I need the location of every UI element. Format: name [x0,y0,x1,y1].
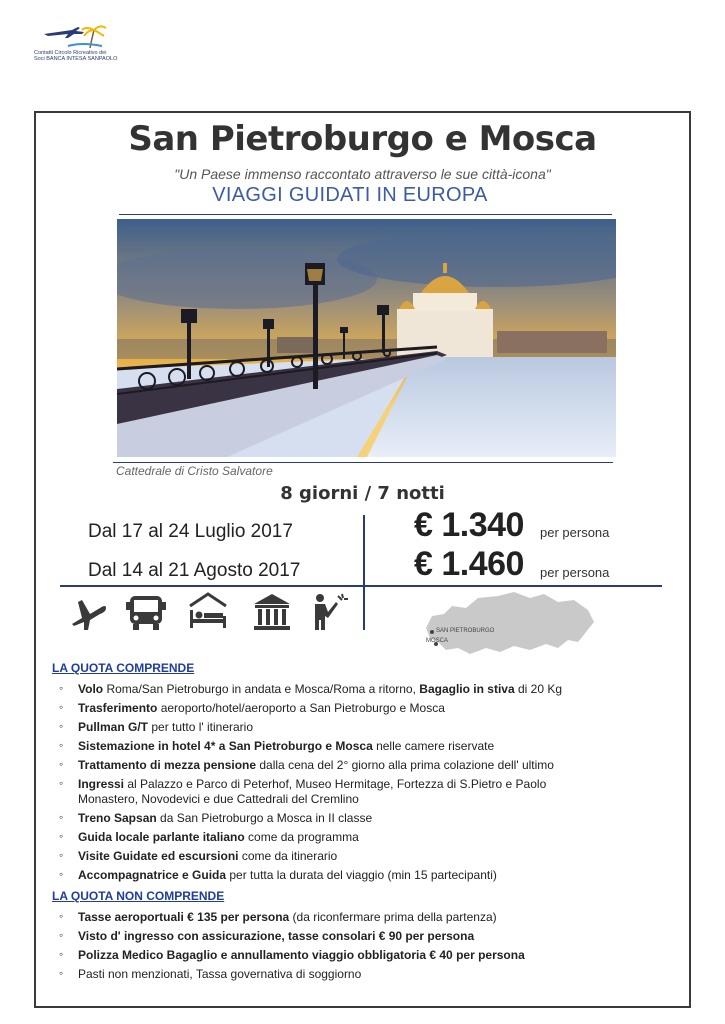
trip-duration: 8 giorni / 7 notti [280,483,445,504]
departure-price-2: € 1.460 [414,545,524,583]
list-item: ◦ Accompagnatrice e Guida per tutta la durata del viaggio (min 15 partecipanti) [58,868,658,883]
caption-divider [113,462,613,463]
list-item: ◦ Visto d' ingresso con assicurazione, tasse consolari € 90 per persona [58,929,658,944]
logo-line-2: Soci BANCA INTESA SANPAOLO [34,56,118,62]
title-divider [119,214,612,215]
departure-dates-2: Dal 14 al 21 Agosto 2017 [88,560,301,581]
russia-map [418,588,598,668]
list-item: ◦ Trasferimento aeroporto/hotel/aeroporto a San Pietroburgo e Mosca [58,701,658,716]
trip-category: VIAGGI GUIDATI IN EUROPA [212,184,488,206]
excludes-list [58,910,658,982]
museum-icon [250,590,294,634]
list-item: ◦ Volo Roma/San Pietroburgo in andata e Mosca/Roma a ritorno, Bagaglio in stiva di 20 Kg [58,682,658,697]
departure-dates-1: Dal 17 al 24 Luglio 2017 [88,521,293,542]
guide-icon [306,590,350,634]
list-item: ◦ Ingressi al Palazzo e Parco di Peterhof, Museo Hermitage, Fortezza di S.Pietro e Paolo Monastero, Novodevici e due Cattedrali del Cremlino [58,777,578,807]
price-unit-1: per persona [540,525,610,540]
list-item: ◦ Tasse aeroportuali € 135 per persona (da riconfermare prima della partenza) [58,910,658,925]
airplane-icon [66,590,110,634]
map-label-san-pietroburgo: SAN PIETROBURGO [436,628,495,634]
price-unit-2: per persona [540,565,610,580]
list-item: ◦ Pullman G/T per tutto l' itinerario [58,720,658,735]
plane-palm-logo-icon [38,24,108,50]
price-column-divider [363,515,365,630]
list-item: ◦ Guida locale parlante italiano come da programma [58,830,658,845]
list-item: ◦ Visite Guidate ed escursioni come da itinerario [58,849,658,864]
page-title: San Pietroburgo e Mosca [128,119,597,159]
list-item: ◦ Sistemazione in hotel 4* a San Pietroburgo e Mosca nelle camere riservate [58,739,658,754]
excludes-heading: LA QUOTA NON COMPRENDE [52,889,225,903]
list-item: ◦ Trattamento di mezza pensione dalla cena del 2° giorno alla prima colazione dell' ultimo [58,758,658,773]
includes-list [58,682,658,883]
photo-caption: Cattedrale di Cristo Salvatore [116,464,273,478]
bus-icon [124,590,168,634]
price-row-divider [60,585,662,587]
list-item: ◦ Polizza Medico Bagaglio e annullamento viaggio obbligatoria € 40 per persona [58,948,658,963]
includes-heading: LA QUOTA COMPRENDE [52,661,195,675]
cathedral-photo [117,219,616,457]
page-subtitle: "Un Paese immenso raccontato attraverso le sue città-icona" [174,166,551,182]
departure-price-1: € 1.340 [414,506,524,544]
list-item: ◦ Pasti non menzionati, Tassa governativa di soggiorno [58,967,658,982]
hotel-bed-icon [186,590,230,634]
club-logo [34,24,118,64]
logo-line-1: Contatti Circolo Ricreativo dei [34,50,107,56]
list-item: ◦ Treno Sapsan da San Pietroburgo a Mosca in II classe [58,811,658,826]
map-label-mosca: MOSCA [426,638,449,644]
